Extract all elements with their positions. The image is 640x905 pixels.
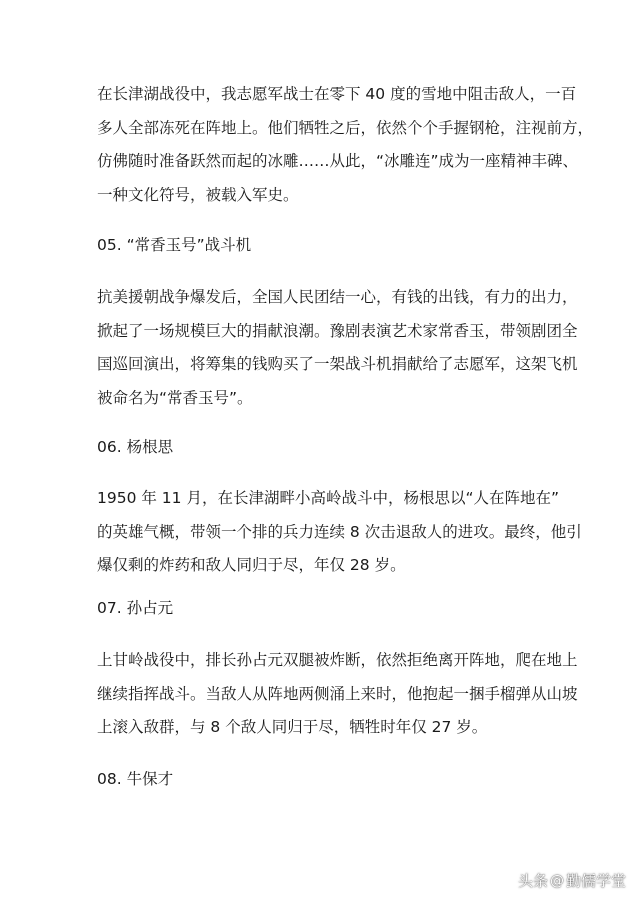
paragraph-changxiangyu: [97, 281, 577, 415]
text-line: 上甘岭战役中，排长孙占元双腿被炸断，依然拒绝离开阵地，爬在地上: [97, 651, 578, 669]
watermark-author: 勤儒学堂: [565, 872, 626, 890]
text-line: 多人全部冻死在阵地上。他们牺牲之后，依然个个手握钢枪，注视前方，: [97, 118, 594, 137]
text-line: 上滚入敌群，与 8 个敌人同归于尽，牺牲时年仅 27 岁。: [97, 718, 488, 736]
text-line: 1950 年 11 月，在长津湖畔小高岭战斗中，杨根思以“人在阵地在”: [97, 489, 560, 507]
text-line: 继续指挥战斗。当敌人从阵地两侧涌上来时，他抱起一捆手榴弹从山坡: [97, 684, 578, 703]
text-line: 的英雄气概，带领一个排的兵力连续 8 次击退敌人的进攻。最终，他引: [97, 522, 582, 541]
text-line: 国巡回演出，将筹集的钱购买了一架战斗机捐献给了志愿军，这架飞机: [97, 355, 578, 373]
section-heading-07: 07. 孙占元: [97, 599, 174, 617]
paragraph-yanggensi: [97, 482, 582, 583]
section-heading-06: 06. 杨根思: [97, 438, 174, 456]
section-heading-05: 05. “常香玉号”战斗机: [97, 236, 252, 254]
text-line: 抗美援朝战争爆发后，全国人民团结一心，有钱的出钱，有力的出力，: [97, 288, 578, 306]
text-line: 被命名为“常香玉号”。: [97, 388, 253, 407]
text-line: 在长津湖战役中，我志愿军战士在零下 40 度的雪地中阻击敌人，一百: [97, 85, 577, 103]
text-line: 爆仅剩的炸药和敌人同归于尽，年仅 28 岁。: [97, 556, 406, 574]
watermark-at-sign: @: [549, 872, 564, 889]
watermark: [518, 870, 626, 891]
paragraph-sunzhanyuan: [97, 644, 577, 745]
text-line: 仿佛随时准备跃然而起的冰雕……从此，“冰雕连”成为一座精神丰碑、: [97, 152, 579, 170]
paragraph-ice-sculpture-company: [97, 78, 594, 212]
watermark-source: 头条: [517, 872, 548, 890]
section-heading-08: 08. 牛保才: [97, 770, 174, 788]
text-line: 一种文化符号，被载入军史。: [97, 185, 299, 204]
text-line: 掀起了一场规模巨大的捐献浪潮。豫剧表演艺术家常香玉，带领剧团全: [97, 321, 578, 340]
